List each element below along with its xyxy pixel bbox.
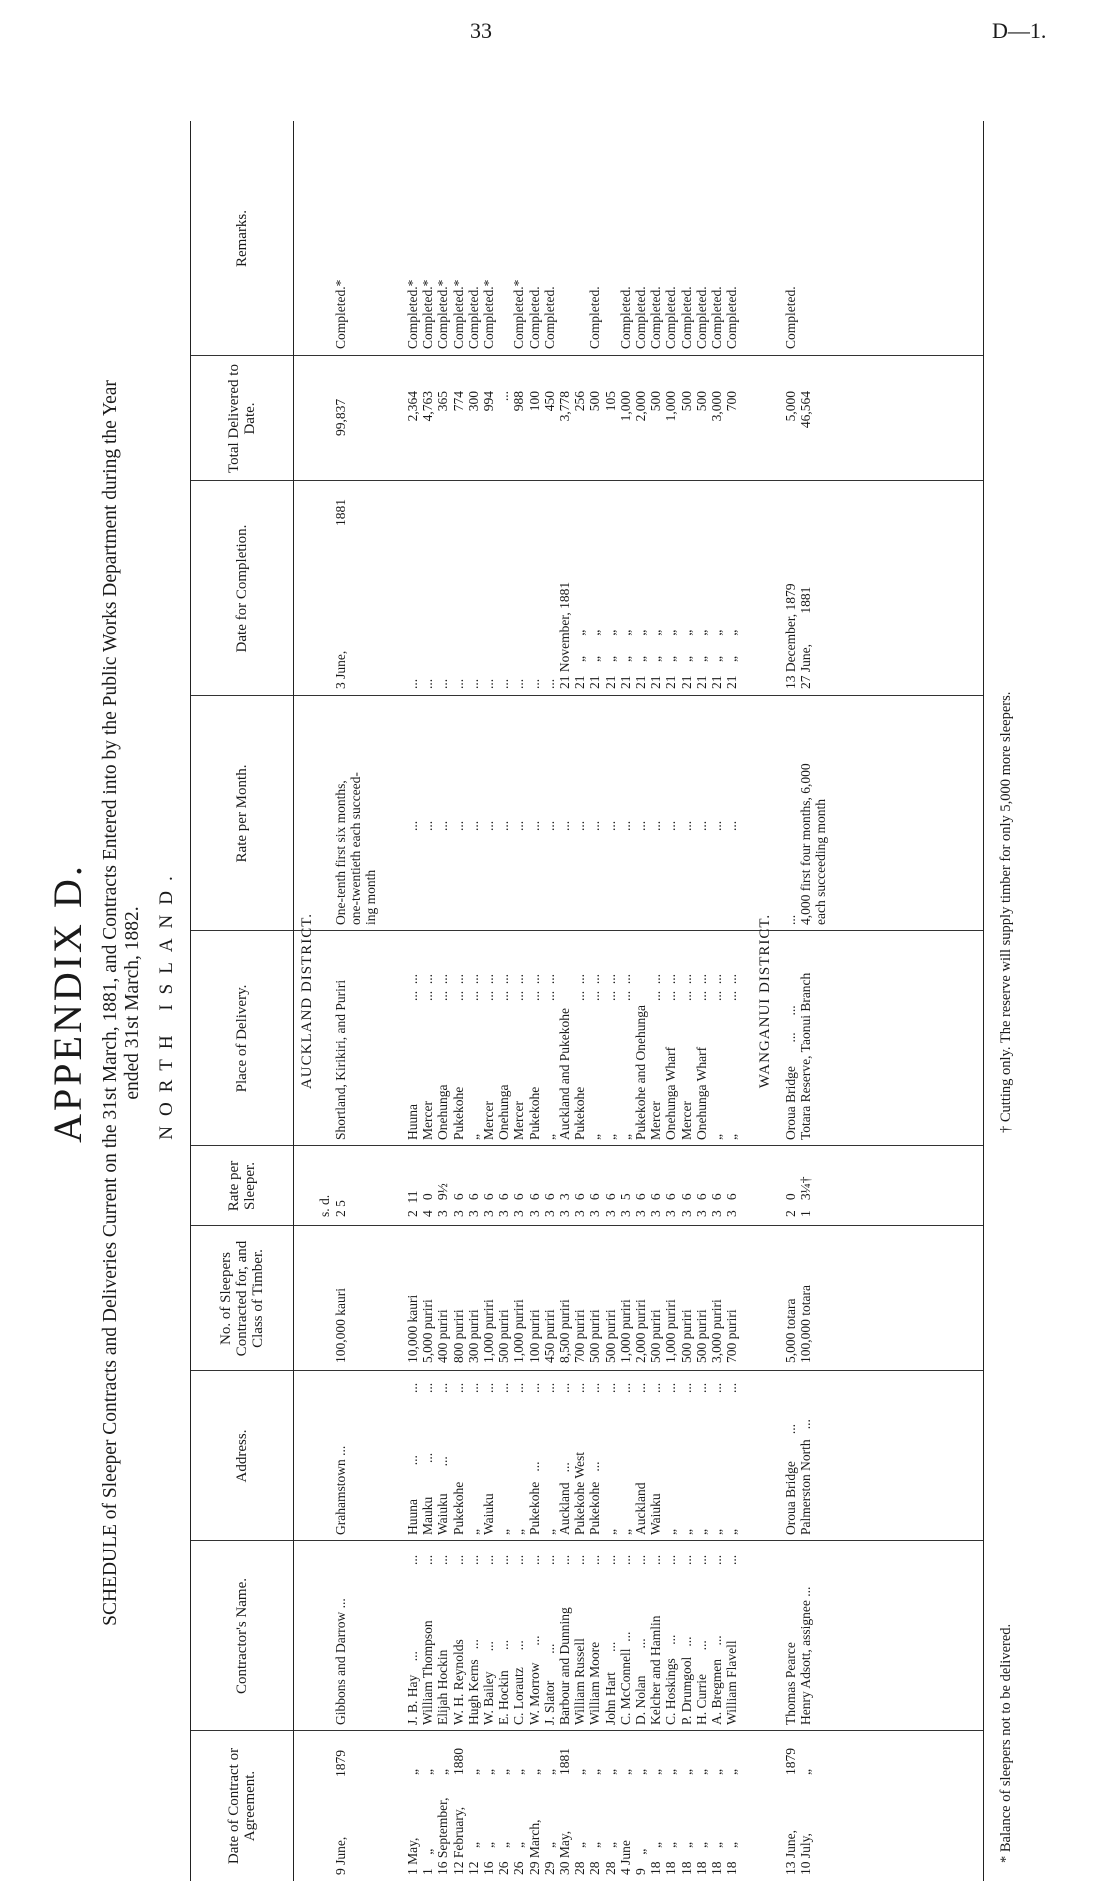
- wanganui-dates: 13 June, 10 July,: [783, 1830, 814, 1875]
- first-row-completion: 3 June,: [333, 650, 348, 689]
- auckland-place-dots: ... ... ... ... ... ... ... ... ... ... ... ... ... ... ... ... ... ... ... ... ... ... ... ... ... ... ... ... ... ... ... ... ... ... ... ... ... ... ... ...: [405, 974, 740, 1001]
- auckland-places: Huuna Mercer Onehunga Pukekohe „ Mercer Onehunga Mercer Pukekohe „ Auckland and Pukekohe Pukekohe „ „ „ Pukekohe and Onehunga Mercer Onehunga Wharf Mercer Onehunga Wharf „ „: [405, 1005, 740, 1140]
- header-contractor: Contractor's Name.: [191, 1541, 294, 1731]
- wanganui-remarks: Completed.: [783, 286, 798, 349]
- auckland-delivered: 2,364 4,763 365 774 300 994 ... 988 100 450 3,778 256 500 105 1,000 2,000 500 1,000 500 500 3,000 700: [405, 391, 740, 422]
- auckland-address-dots: ... ... ... ... ... ... ... ... ... ... ... ... ... ... ... ... ... ... ... ... ... ...: [405, 1382, 740, 1393]
- auckland-addresses: Huuna ... Mauku ... Waiuku ... Pukekohe „ Waiuku „ „ Pukekohe ... „ Auckland ... Pukekohe West Pukekohe ... „ „ Auckland Waiuku „ „ „ „ „: [405, 1451, 740, 1535]
- first-row-place: Shortland, Kirikiri, and Puriri: [333, 979, 348, 1140]
- first-row-contractor: Gibbons and Darrow ...: [333, 1598, 348, 1725]
- auckland-month-dots: ... ... ... ... ... ... ... ... ... ... ... ... ... ... ... ... ... ... ... ... ... ...: [405, 820, 740, 831]
- wanganui-places: Oroua Bridge ... ... Totara Reserve, Taonui Branch: [783, 972, 814, 1140]
- auckland-contractor-dots: ... ... ... ... ... ... ... ... ... ... ... ... ... ... ... ... ... ... ... ... ... ...: [405, 1554, 740, 1565]
- wanganui-addresses: Oroua Bridge ... Palmerston North ...: [783, 1419, 814, 1535]
- header-date: Date of Contract or Agreement.: [191, 1731, 294, 1881]
- first-row-remarks: Completed.*: [333, 279, 348, 349]
- schedule-line-1: SCHEDULE of Sleeper Contracts and Deliveries Current on the 31st March, 1881, and Contracts Entered into by the Public Works Department during the Year: [100, 380, 121, 1626]
- district-heading-auckland: AUCKLAND DISTRICT.: [299, 912, 315, 1090]
- first-row-sleepers: 100,000 kauri: [333, 1288, 348, 1363]
- auckland-contractors: J. B. Hay ... William Thompson Elijah Hockin W. H. Reynolds Hugh Kerns ... W. Bailey ... E. Hockin ... C. Lorautz ... W. Morrow ... J. Slator ... Barbour and Dunning William Russell William Moore John Hart ... C. McConnell ... D. Nolan ... Kelcher and Hamlin C. Hoskings ... P. Drumgool ... H. Currie ... A. Bregmen ... William Flavell: [405, 1607, 740, 1725]
- auckland-completions: ... ... ... ... ... ... ... ... ... ... 21 November, 1881 21 „ „ 21 „ „ 21 „ „ 21 „ „ 21 „ „ 21 „ „ 21 „ „ 21 „ „ 21 „ „ 21 „ „ 21 „ „: [405, 581, 740, 689]
- schedule-title: [100, 163, 144, 1843]
- appendix-title: APPENDIX D.: [45, 863, 90, 1143]
- auckland-years: „ „ „ 1880 „ „ „ „ „ „ 1881 „ „ „ „ „ „ „ „ „ „ „: [405, 1748, 740, 1775]
- header-address: Address.: [191, 1371, 294, 1541]
- header-sleepers: No. of Sleepers Contracted for, and Class of Timber.: [191, 1226, 294, 1371]
- first-row-rate: 2 5: [333, 1200, 348, 1217]
- auckland-dates: 1 May, 1 „ 16 September, 12 February, 12 „ 16 „ 26 „ 26 „ 29 March, 29 „ 30 May, 28 „ 28 „ 28 „ 4 June 9 „ 18 „ 18 „ 18 „ 18 „ 18 „ 18 „: [405, 1797, 740, 1875]
- auckland-rates: 2 11 4 0 3 9½ 3 6 3 6 3 6 3 6 3 6 3 6 3 6 3 3 3 6 3 6 3 6 3 5 3 6 3 6 3 6 3 6 3 6 3 6 3 6: [405, 1183, 740, 1217]
- wanganui-contractors: Thomas Pearce Henry Adsott, assignee ...: [783, 1586, 814, 1725]
- first-row-year: 1879: [333, 1750, 348, 1777]
- header-rate-month: Rate per Month.: [191, 696, 294, 931]
- page-reference: D—1.: [992, 18, 1047, 43]
- schedule-line-2: ended 31st March, 1882.: [122, 906, 143, 1100]
- page-number: 33: [470, 18, 492, 43]
- header-remarks: Remarks.: [191, 121, 294, 356]
- first-row-completion-year: 1881: [333, 499, 348, 526]
- rate-units: s. d.: [317, 1194, 332, 1217]
- header-delivered: Total Delivered to Date.: [191, 356, 294, 481]
- district-heading-wanganui: WANGANUI DISTRICT.: [757, 913, 773, 1089]
- footnote-star: * Balance of sleepers not to be delivered.: [998, 1623, 1014, 1863]
- wanganui-rates: 2 0 1 3¼†: [783, 1176, 814, 1217]
- first-row-delivered: 99,837: [333, 398, 348, 436]
- rotated-page: [0, 103, 1040, 1903]
- first-row-address: Grahamstown ...: [333, 1445, 348, 1535]
- wanganui-years: 1879 „: [783, 1748, 814, 1775]
- auckland-remarks: Completed.* Completed.* Completed.* Completed.* Completed. Completed.* Completed.* Completed. Completed. Completed. Completed. Completed. Completed. Completed. Completed. Completed. Completed. Completed.: [405, 279, 740, 349]
- island-heading: NORTH ISLAND.: [156, 866, 177, 1140]
- first-row-rate-month: One-tenth first six months, one-twentieth each succeed- ing month: [333, 772, 379, 925]
- wanganui-delivered: 5,000 46,564: [783, 391, 814, 429]
- header-completion: Date for Completion.: [191, 481, 294, 696]
- auckland-sleepers: 10,000 kauri 5,000 puriri 400 puriri 800 puriri 300 puriri 1,000 puriri 500 puriri 1,000 puriri 100 puriri 450 puriri 8,500 puriri 700 puriri 500 puriri 500 puriri 1,000 puriri 2,000 puriri 500 puriri 1,000 puriri 500 puriri 500 puriri 3,000 puriri 700 puriri: [405, 1294, 740, 1363]
- schedule-table: [190, 121, 984, 1881]
- header-rate: Rate per Sleeper.: [191, 1146, 294, 1226]
- wanganui-rate-month: ... 4,000 first four months, 6,000 each succeeding month: [783, 763, 829, 925]
- wanganui-sleepers: 5,000 totara 100,000 totara: [783, 1285, 814, 1363]
- header-place: Place of Delivery.: [191, 931, 294, 1146]
- wanganui-completions: 13 December, 1879 27 June, 1881: [783, 583, 814, 689]
- first-row-date: 9 June,: [333, 1836, 348, 1875]
- footnote-dagger: † Cutting only. The reserve will supply timber for only 5,000 more sleepers.: [998, 691, 1014, 1133]
